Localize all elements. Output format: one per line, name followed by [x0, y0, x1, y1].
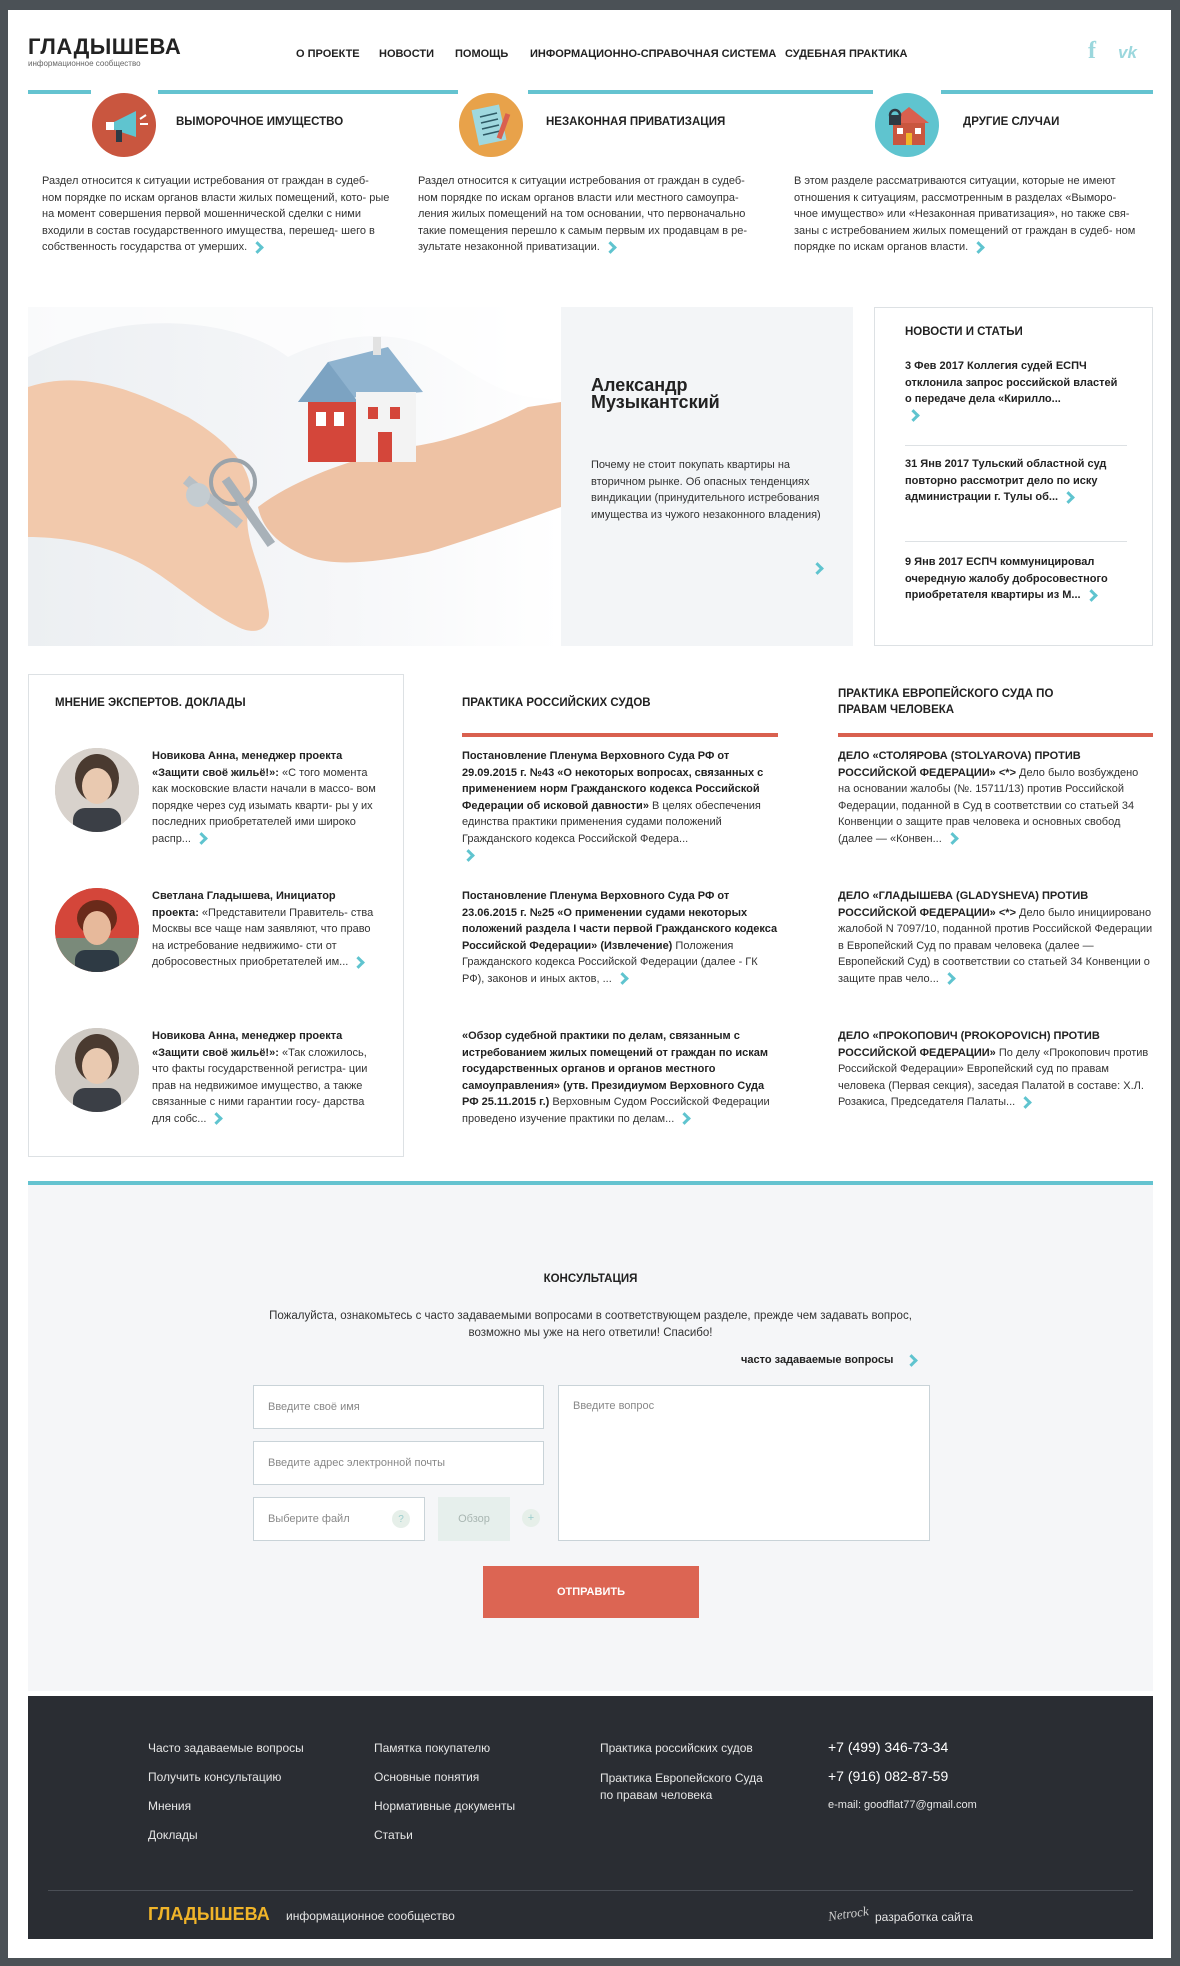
consultation-title: КОНСУЛЬТАЦИЯ	[543, 1273, 638, 1285]
footer-logo-subtitle: информационное сообщество	[286, 1909, 455, 1923]
eu-court-item[interactable]: ДЕЛО «ГЛАДЫШЕВА (GLADYSHEVA) ПРОТИВ РОССИЙСКОЙ ФЕДЕРАЦИИ» <*> Дело было инициировано жалобой N 7097/10, поданной против Российской Федерации в Европейский Суд по правам человека (далее — Европейский Суд) в соответствии со статьей 34 Конвенции о защите прав чело...	[838, 890, 1153, 985]
consultation-text: Пожалуйста, ознакомьтесь с часто задаваемыми вопросами в соответствующем разделе, прежде чем задавать вопрос, возможно мы уже на него ответили! Спасибо!	[269, 1310, 912, 1339]
avatar[interactable]	[55, 748, 139, 832]
news-box	[874, 307, 1153, 646]
chevron-right-icon[interactable]	[616, 972, 629, 985]
file-input-label: Выберите файл	[268, 1513, 350, 1525]
chevron-right-icon[interactable]	[195, 832, 208, 845]
eu-court-title: ПРАКТИКА ЕВРОПЕЙСКОГО СУДА ПО ПРАВАМ ЧЕЛОВЕКА	[838, 688, 1054, 716]
news-item[interactable]: 9 Янв 2017 ЕСПЧ коммуницировал очередную жалобу добросовестного приобретателя квартиры из М...	[905, 556, 1108, 601]
chevron-right-icon[interactable]	[251, 241, 264, 254]
chevron-right-icon[interactable]	[462, 849, 475, 862]
ru-court-item[interactable]: Постановление Пленума Верховного Суда РФ от 23.06.2015 г. №25 «О применении судами некоторых положений раздела I части первой Гражданского кодекса Российской Федерации» (Извлечение) Положения Гражданского кодекса Российской Федерации (далее - ГК РФ), законов и иных актов, ...	[462, 890, 778, 985]
faq-link[interactable]: часто задаваемые вопросы	[741, 1354, 916, 1366]
divider	[48, 1890, 1133, 1891]
category-text-escheat: Раздел относится к ситуации истребования от граждан в судеб- ном порядке по искам органов власти жилых помещений, кото- рые на момент совершения первой мошеннической сделки с ними входили в состав государственного имущества, перешед- шего в собственность государства от умерших.	[42, 175, 390, 253]
divider	[905, 445, 1127, 446]
send-button[interactable]: ОТПРАВИТЬ	[483, 1566, 699, 1618]
category-text-privatization: Раздел относится к ситуации истребования от граждан в судеб- ном порядке по искам органов власти или местного самоупра- ления жилых помещений на том основании, что первоначально такие помещения перешло к самым первым их продавцам в ре- зультате незаконной приватизации.	[418, 175, 748, 253]
phone-1[interactable]: +7 (499) 346-73-34	[828, 1739, 949, 1755]
help-icon[interactable]: ?	[392, 1510, 410, 1528]
nav-about[interactable]: О ПРОЕКТЕ	[296, 48, 360, 60]
file-input[interactable]	[253, 1497, 425, 1541]
category-title-privatization[interactable]: НЕЗАКОННАЯ ПРИВАТИЗАЦИЯ	[546, 116, 726, 128]
footer-link[interactable]: Мнения	[148, 1799, 192, 1813]
chevron-right-icon[interactable]	[1062, 491, 1075, 504]
ru-court-item[interactable]: Постановление Пленума Верховного Суда РФ от 29.09.2015 г. №43 «О некоторых вопросах, связанных с применением норм Гражданского кодекса Российской Федерации об исковой давности» В целях обеспечения единства практики применения судами положений Гражданского кодекса Российской Федера...	[462, 748, 780, 864]
chevron-right-icon[interactable]	[604, 241, 617, 254]
footer-link[interactable]: Памятка покупателю	[374, 1741, 491, 1755]
consultation-section	[28, 1181, 1153, 1691]
footer-link[interactable]: Часто задаваемые вопросы	[148, 1741, 304, 1755]
vk-icon[interactable]: vk	[1118, 43, 1137, 62]
hero-image[interactable]	[28, 307, 561, 646]
footer-link[interactable]: Практика Европейского Суда по правам человека	[600, 1771, 763, 1802]
site-logo-subtitle: информационное сообщество	[28, 59, 141, 68]
divider	[905, 541, 1127, 542]
nav-help[interactable]: ПОМОЩЬ	[455, 48, 509, 60]
news-title: НОВОСТИ И СТАТЬИ	[905, 326, 1023, 338]
phone-2[interactable]: +7 (916) 082-87-59	[828, 1768, 949, 1784]
question-textarea[interactable]: Введите вопрос	[558, 1385, 930, 1541]
chevron-right-icon[interactable]	[678, 1112, 691, 1125]
chevron-right-icon[interactable]	[943, 972, 956, 985]
developer-logo[interactable]: Netrock	[827, 1903, 870, 1924]
browse-button[interactable]: Обзор	[438, 1497, 510, 1541]
expert-item[interactable]: Новикова Анна, менеджер проекта «Защити своё жильё!»: «С того момента как московские власти начали в массо- вом порядке через суд изымать кварти- ры у их последних приобретателей ими широко распр...	[152, 750, 376, 845]
eu-court-item[interactable]: ДЕЛО «ПРОКОПОВИЧ (PROKOPOVICH) ПРОТИВ РОССИЙСКОЙ ФЕДЕРАЦИИ» По делу «Прокопович против Российской Федерации» Европейский суд по правам человека (Первая секция), заседая Палатой в составе: Х.Л. Розакиса, Председателя Палаты...	[838, 1030, 1149, 1108]
avatar[interactable]	[55, 888, 139, 972]
divider	[528, 90, 873, 94]
expert-item[interactable]: Светлана Гладышева, Инициатор проекта: «Представители Правитель- ства Москвы все чаще нам заявляют, что право на истребование недвижимо- сти от добросовестных приобретателей им...	[152, 890, 374, 968]
news-item[interactable]: 3 Фев 2017 Коллегия судей ЕСПЧ отклонила запрос российской властей о передаче дела «Кирилло...	[905, 358, 1127, 424]
chevron-right-icon[interactable]	[906, 1354, 919, 1367]
footer	[28, 1696, 1153, 1939]
footer-link[interactable]: Получить консультацию	[148, 1770, 282, 1784]
expert-item[interactable]: Новикова Анна, менеджер проекта «Защити своё жильё!»: «Так сложилось, что факты государственной регистра- ции прав на недвижимое имущество, а также связанные с ними гарантии госу- дарства для собс...	[152, 1030, 368, 1125]
nav-court-practice[interactable]: СУДЕБНАЯ ПРАКТИКА	[785, 48, 908, 60]
chevron-right-icon[interactable]	[811, 562, 824, 575]
divider	[462, 733, 778, 737]
footer-link[interactable]: Доклады	[148, 1828, 198, 1842]
chevron-right-icon[interactable]	[352, 956, 365, 969]
featured-text: Почему не стоит покупать квартиры на вторичном рынке. Об опасных тенденциях виндикации (принудительного истребования имущества из чужого незаконного владения)	[591, 459, 821, 521]
divider	[158, 90, 458, 94]
eu-court-item[interactable]: ДЕЛО «СТОЛЯРОВА (STOLYAROVA) ПРОТИВ РОССИЙСКОЙ ФЕДЕРАЦИИ» <*> Дело было возбуждено на основании жалобы (№. 15711/13) против Российской Федерации, поданной в Суд в соответствии со статьей 34 Конвенции о защите прав человека и основных свобод (далее — «Конвен...	[838, 750, 1139, 845]
experts-box	[28, 674, 404, 1157]
divider	[838, 733, 1153, 737]
name-input[interactable]: Введите своё имя	[253, 1385, 544, 1429]
featured-author[interactable]: Александр Музыкантский	[591, 375, 720, 412]
ru-court-item[interactable]: «Обзор судебной практики по делам, связанным с истребованием жилых помещений от граждан по искам государственных органов и органов местного самоуправления» (утв. Президиумом Верховного Суда РФ 25.11.2015 г.) Верховным Судом Российской Федерации проведено изучение практики по делам...	[462, 1030, 770, 1125]
chevron-right-icon[interactable]	[946, 832, 959, 845]
ru-courts-title: ПРАКТИКА РОССИЙСКИХ СУДОВ	[462, 697, 651, 709]
chevron-right-icon[interactable]	[907, 409, 920, 422]
email-link[interactable]: e-mail: goodflat77@gmail.com	[828, 1799, 977, 1811]
chevron-right-icon[interactable]	[1085, 589, 1098, 602]
site-logo[interactable]: ГЛАДЫШЕВА	[28, 34, 182, 59]
document-icon[interactable]	[459, 93, 523, 157]
divider	[28, 90, 91, 94]
divider	[941, 90, 1153, 94]
footer-link[interactable]: Нормативные документы	[374, 1799, 516, 1813]
nav-news[interactable]: НОВОСТИ	[379, 48, 435, 60]
footer-link[interactable]: Основные понятия	[374, 1770, 480, 1784]
house-lock-icon[interactable]	[875, 93, 939, 157]
footer-link[interactable]: Практика российских судов	[600, 1741, 753, 1755]
category-title-escheat[interactable]: ВЫМОРОЧНОЕ ИМУЩЕСТВО	[176, 116, 344, 128]
chevron-right-icon[interactable]	[211, 1112, 224, 1125]
news-item[interactable]: 31 Янв 2017 Тульский областной суд повторно рассмотрит дело по иску администрации г. Тулы об...	[905, 458, 1107, 503]
footer-link[interactable]: Статьи	[374, 1828, 413, 1842]
chevron-right-icon[interactable]	[1019, 1096, 1032, 1109]
megaphone-icon[interactable]	[92, 93, 156, 157]
experts-title: МНЕНИЕ ЭКСПЕРТОВ. ДОКЛАДЫ	[55, 697, 246, 709]
featured-panel[interactable]	[561, 307, 853, 646]
page	[8, 10, 1171, 1958]
facebook-icon[interactable]: f	[1088, 38, 1096, 64]
avatar[interactable]	[55, 1028, 139, 1112]
email-input[interactable]: Введите адрес электронной почты	[253, 1441, 544, 1485]
add-file-icon[interactable]: +	[522, 1509, 540, 1527]
chevron-right-icon[interactable]	[972, 241, 985, 254]
category-text-other: В этом разделе рассматриваются ситуации, которые не имеют отношения к ситуациям, рассмотренным в разделах «Выморо- чное имущество» или «Незаконная приватизация», но также свя- заны с истребованием жилых помещений от граждан в судеб- ном порядке по искам органов власти.	[794, 175, 1136, 253]
nav-info-system[interactable]: ИНФОРМАЦИОННО-СПРАВОЧНАЯ СИСТЕМА	[530, 48, 777, 60]
category-title-other[interactable]: ДРУГИЕ СЛУЧАИ	[963, 116, 1060, 128]
footer-logo[interactable]: ГЛАДЫШЕВА	[148, 1904, 270, 1924]
developer-text[interactable]: разработка сайта	[875, 1910, 973, 1924]
